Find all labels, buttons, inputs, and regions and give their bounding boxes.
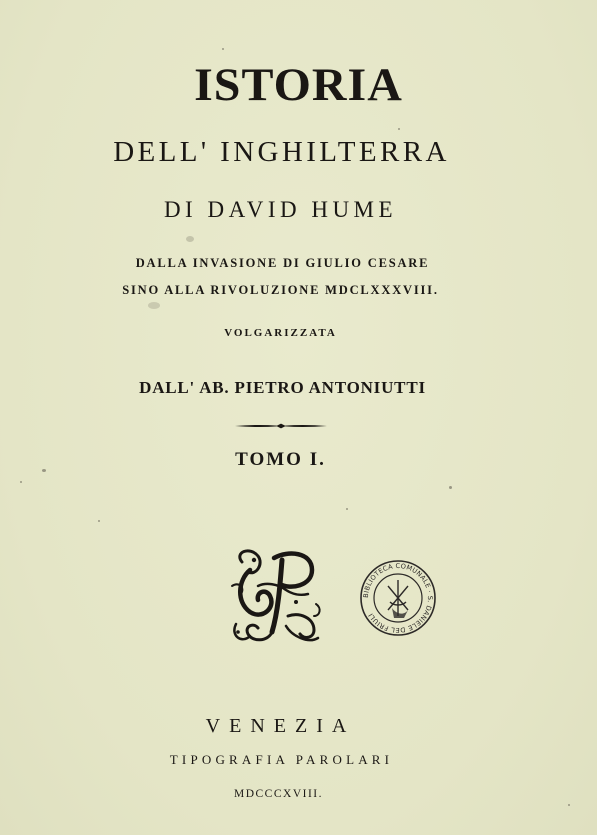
imprint-city: VENEZIA <box>205 715 356 737</box>
library-stamp-icon <box>358 558 438 638</box>
subtitle-country: DELL' INGHILTERRA <box>113 136 450 168</box>
volume-label: TOMO I. <box>235 449 326 470</box>
paper-speck <box>186 236 194 242</box>
printer-monogram-icon <box>228 546 324 646</box>
paper-speck <box>222 48 224 50</box>
subtitle-author: DI DAVID HUME <box>163 197 398 222</box>
translated-label: VOLGARIZZATA <box>224 327 337 339</box>
paper-speck <box>398 128 400 130</box>
scope-line-2: SINO ALLA RIVOLUZIONE MDCLXXXVIII. <box>122 283 439 297</box>
paper-speck <box>20 481 22 483</box>
translator-line: DALL' AB. PIETRO ANTONIUTTI <box>139 378 426 397</box>
book-title: ISTORIA <box>194 59 403 111</box>
scope-line-1: DALLA INVASIONE DI GIULIO CESARE <box>135 256 430 270</box>
paper-speck <box>98 520 100 522</box>
ornamental-rule <box>233 421 329 431</box>
paper-speck <box>568 804 570 806</box>
imprint-printer: TIPOGRAFIA PAROLARI <box>169 752 394 767</box>
paper-speck <box>449 486 452 489</box>
library-stamp-text: BIBLIOTECA COMUNALE · S. DANIELE DEL FRIULI <box>361 561 435 635</box>
paper-speck <box>346 508 348 510</box>
paper-speck <box>148 302 160 309</box>
imprint-year: MDCCCXVIII. <box>233 788 323 800</box>
paper-speck <box>42 469 46 472</box>
